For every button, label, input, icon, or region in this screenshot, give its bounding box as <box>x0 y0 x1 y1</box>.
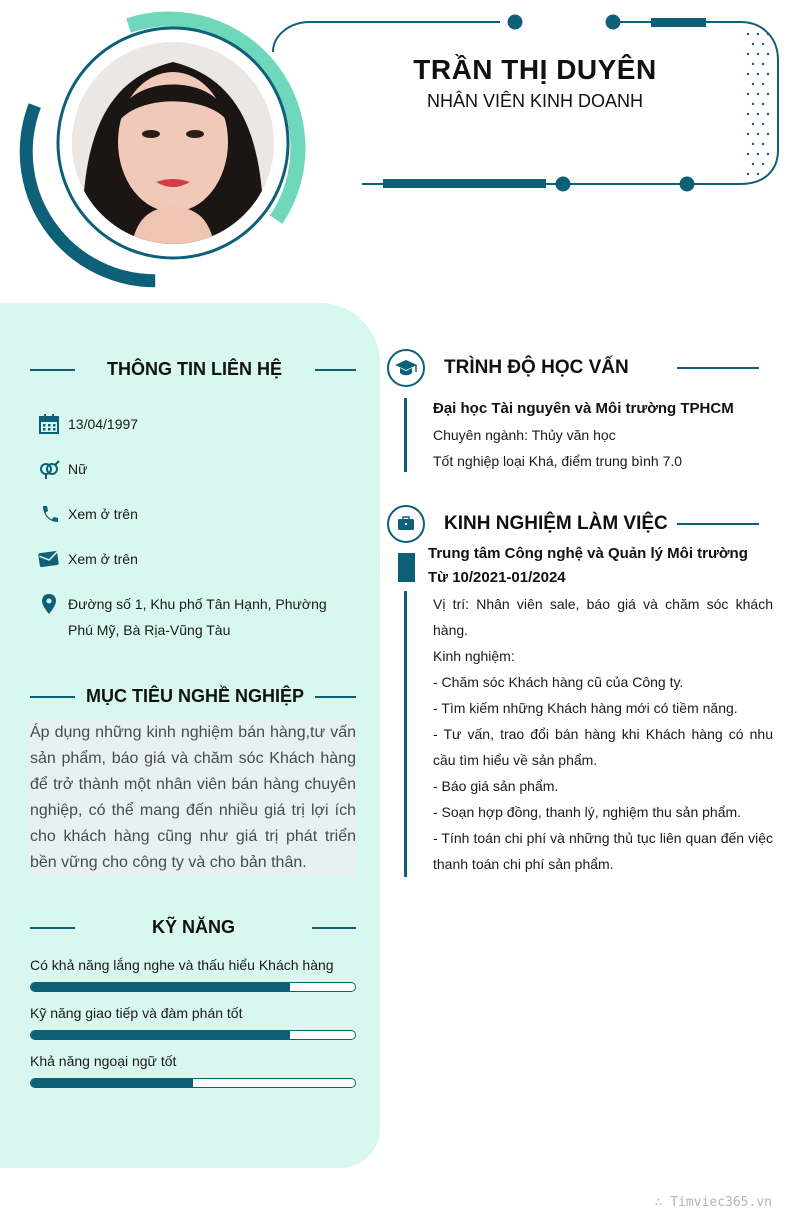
experience-company-block <box>428 542 773 590</box>
skill-label: Kỹ năng giao tiếp và đàm phán tốt <box>30 1005 243 1021</box>
graduation-cap-icon <box>389 351 423 385</box>
contact-address-text: Đường số 1, Khu phố Tân Hạnh, Phường Phú Mỹ, Bà Rịa-Vũng Tàu <box>68 596 327 638</box>
frame-right-curve <box>740 22 778 184</box>
skill-bar-fill <box>31 983 290 991</box>
briefcase-icon <box>389 507 423 541</box>
skill-label: Có khả năng lắng nghe và thấu hiểu Khách hàng <box>30 957 334 973</box>
phone-icon <box>38 504 60 524</box>
watermark: ∴ Timviec365.vn <box>654 1195 772 1210</box>
calendar-icon <box>38 414 60 434</box>
education-entry <box>433 396 773 474</box>
skill-item <box>30 1053 356 1073</box>
objective-text: Áp dụng những kinh nghiệm bán hàng,tư vấn sản phẩm, báo giá và chăm sóc Khách hàng để trở thành một nhân viên bán hàng chuyên nghiệp, có thể mang đến nhiều giá trị lợi ích cho khách hàng cũng như giá trị phát triển bền vững cho công ty và cho bản thân. <box>30 720 356 876</box>
experience-line: Vị trí: Nhân viên sale, báo giá và chăm sóc khách hàng. <box>433 596 773 638</box>
contact-gender-text: Nữ <box>68 461 88 477</box>
skill-bar-fill <box>31 1031 290 1039</box>
education-title: TRÌNH ĐỘ HỌC VẤN <box>444 357 629 378</box>
frame-top-left-line <box>273 22 500 52</box>
objective-section-header <box>30 682 356 712</box>
experience-line: - Tìm kiếm những Khách hàng mới có tiềm năng. <box>433 700 738 716</box>
skill-bar <box>30 1030 356 1040</box>
gender-icon <box>38 459 60 479</box>
education-major: Chuyên ngành: Thủy văn học <box>433 427 616 443</box>
profile-photo <box>72 42 274 244</box>
experience-line: - Chăm sóc Khách hàng cũ của Công ty. <box>433 674 684 690</box>
experience-vertical-bar <box>404 591 407 877</box>
email-icon <box>38 549 60 569</box>
skill-item <box>30 957 356 977</box>
contact-birthday-text: 13/04/1997 <box>68 416 139 432</box>
briefcase-icon-circle <box>387 505 425 543</box>
education-grade: Tốt nghiệp loại Khá, điểm trung bình 7.0 <box>433 453 683 469</box>
education-school: Đại học Tài nguyên và Môi trường TPHCM <box>433 400 734 417</box>
experience-section-header <box>387 505 759 543</box>
dot-pattern <box>747 33 769 175</box>
skill-bar-fill <box>31 1079 193 1087</box>
candidate-role: NHÂN VIÊN KINH DOANH <box>426 91 644 111</box>
experience-details <box>433 591 773 877</box>
experience-title: KINH NGHIỆM LÀM VIỆC <box>444 513 668 534</box>
experience-marker <box>398 553 415 582</box>
contact-phone-text: Xem ở trên <box>68 506 138 522</box>
experience-line: - Soạn hợp đồng, thanh lý, nghiệm thu sản phẩm. <box>433 804 742 820</box>
skill-label: Khả năng ngoại ngữ tốt <box>30 1053 177 1069</box>
skill-item <box>30 1005 356 1025</box>
contact-section-header <box>30 355 356 385</box>
candidate-name: TRẦN THỊ DUYÊN <box>413 54 657 85</box>
experience-line: Kinh nghiệm: <box>433 648 515 664</box>
education-vertical-bar <box>404 398 407 472</box>
location-icon <box>38 594 60 614</box>
experience-line: - Tính toán chi phí và những thủ tục liên quan đến việc thanh toán chi phí sản phẩm. <box>433 830 773 872</box>
objective-title: MỤC TIÊU NGHỀ NGHIỆP <box>86 686 305 706</box>
skills-section-header <box>30 913 356 943</box>
contact-email-text: Xem ở trên <box>68 551 138 567</box>
education-section-header <box>387 349 759 387</box>
experience-line: - Báo giá sản phẩm. <box>433 778 559 794</box>
experience-period: Từ 10/2021-01/2024 <box>428 569 566 586</box>
experience-company: Trung tâm Công nghệ và Quản lý Môi trường <box>428 545 748 562</box>
skills-title: KỸ NĂNG <box>152 917 236 937</box>
skill-bar <box>30 982 356 992</box>
contact-title: THÔNG TIN LIÊN HỆ <box>107 359 282 379</box>
experience-line: - Tư vấn, trao đổi bán hàng khi Khách hàng có nhu cầu tìm hiểu về sản phẩm. <box>433 726 773 768</box>
graduation-cap-icon-circle <box>387 349 425 387</box>
skill-bar <box>30 1078 356 1088</box>
